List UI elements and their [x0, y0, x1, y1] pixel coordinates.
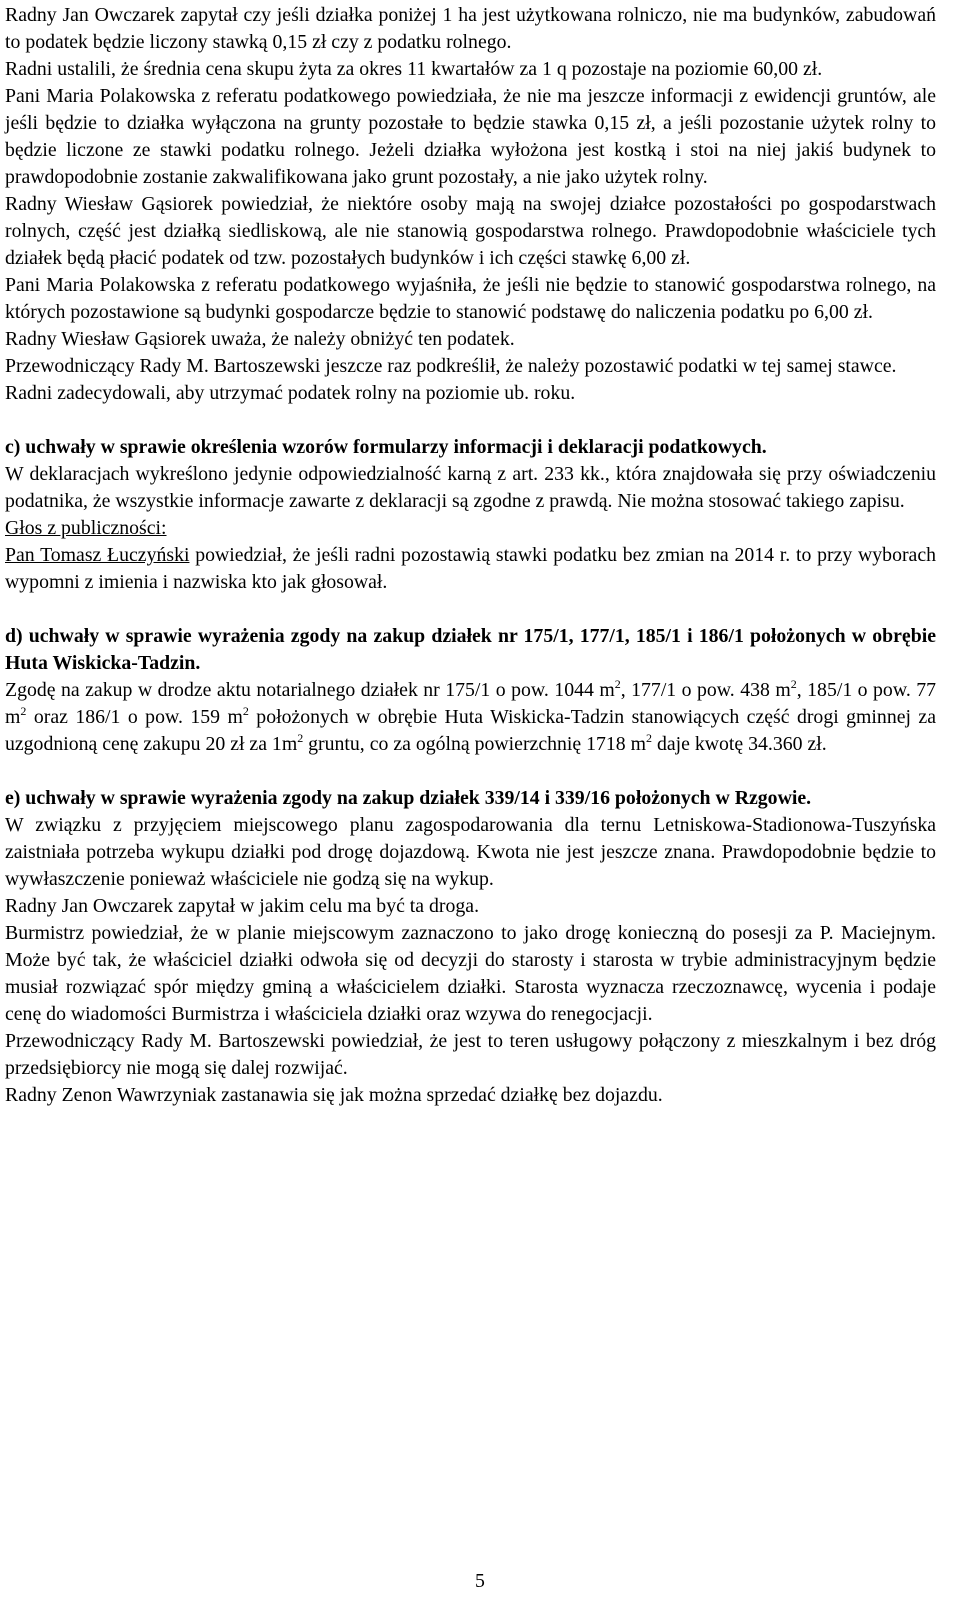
text-run: , 177/1 o pow. 438 m: [620, 679, 791, 701]
paragraph: Radny Jan Owczarek zapytał czy jeśli działka poniżej 1 ha jest użytkowana rolniczo, nie ma budynków, zabudowań to podatek będzie liczony stawką 0,15 zł czy z podatku rolnego.: [5, 4, 936, 53]
superscript: 2: [790, 677, 797, 691]
page-number: 5: [475, 1570, 485, 1592]
paragraph: Radni zadecydowali, aby utrzymać podatek rolny na poziomie ub. roku.: [5, 382, 576, 404]
text-run: położonych w obrębie Huta Wiskicka-Tadzin stanowiących część drogi gminnej za uzgodnioną cenę zakupu 20 zł za 1m: [5, 706, 936, 755]
superscript: 2: [242, 704, 249, 718]
text-run: oraz 186/1 o pow. 159 m: [26, 706, 243, 728]
section-e-heading: e) uchwały w sprawie wyrażenia zgody na zakup działek 339/14 i 339/16 położonych w Rzgowie.: [5, 787, 812, 809]
section-d-heading: d) uchwały w sprawie wyrażenia zgody na zakup działek nr 175/1, 177/1, 185/1 i 186/1 położonych w obrębie Huta Wiskicka-Tadzin.: [5, 625, 936, 674]
paragraph: Przewodniczący Rady M. Bartoszewski powiedział, że jest to teren usługowy połączony z mieszkalnym i bez dróg przedsiębiorcy nie mogą się dalej rozwijać.: [5, 1030, 936, 1079]
superscript: 2: [297, 731, 304, 745]
public-comment-label-line: [5, 515, 936, 542]
paragraph: W deklaracjach wykreślono jedynie odpowiedzialność karną z art. 233 kk., która znajdowała się przy oświadczeniu podatnika, że wszystkie informacje zawarte z deklaracji są zgodne z prawdą. Nie można stosować takiego zapisu.: [5, 463, 936, 512]
public-comment-label: Głos z publiczności:: [5, 517, 167, 539]
paragraph: Radni ustalili, że średnia cena skupu żyta za okres 11 kwartałów za 1 q pozostaje na poziomie 60,00 zł.: [5, 58, 823, 80]
paragraph: Radny Zenon Wawrzyniak zastanawia się jak można sprzedać działkę bez dojazdu.: [5, 1084, 663, 1106]
paragraph: Burmistrz powiedział, że w planie miejscowym zaznaczono to jako drogę konieczną do posesji za P. Maciejnym. Może być tak, że właściciel działki odwoła się od decyzji do starosty i starosta w trybie administracyjnym będzie musiał rozwiązać spór między gminą a właścicielem działki. Starosta wyznacza rzeczoznawcę, wycenia i podaje cenę do wiadomości Burmistrza i właściciela działki oraz wzywa do renegocjacji.: [5, 922, 936, 1025]
paragraph: Przewodniczący Rady M. Bartoszewski jeszcze raz podkreślił, że należy pozostawić podatki w tej samej stawce.: [5, 355, 897, 377]
spacer: [5, 758, 936, 785]
paragraph-with-areas: [5, 677, 936, 758]
paragraph: Radny Jan Owczarek zapytał w jakim celu ma być ta droga.: [5, 895, 480, 917]
text-run: , 185/1 o pow. 77 m: [5, 679, 937, 728]
speaker-statement: powiedział, że jeśli radni pozostawią stawki podatku bez zmian na 2014 r. to przy wyborach wypomni z imienia i nazwiska kto jak głosował.: [5, 544, 937, 593]
paragraph: Radny Wiesław Gąsiorek uważa, że należy obniżyć ten podatek.: [5, 328, 515, 350]
public-comment: [5, 542, 936, 596]
paragraph: Pani Maria Polakowska z referatu podatkowego powiedziała, że nie ma jeszcze informacji z ewidencji gruntów, ale jeśli będzie to działka wyłączona na grunty pozostałe to będzie stawka 0,15 zł, a jeśli pozostanie użytek rolny to będzie liczone ze stawki podatku rolnego. Jeżeli działka wyłożona jest kostką i stoi na niej jakiś budynek to prawdopodobnie zostanie zakwalifikowana jako grunt pozostały, a nie jako użytek rolny.: [5, 85, 936, 188]
speaker-name: Pan Tomasz Łuczyński: [5, 544, 190, 566]
superscript: 2: [646, 731, 652, 745]
text-run: gruntu, co za ogólną powierzchnię 1718 m: [303, 733, 646, 755]
section-c-heading: c) uchwały w sprawie określenia wzorów formularzy informacji i deklaracji podatkowych.: [5, 436, 767, 458]
superscript: 2: [614, 677, 621, 691]
text-run: daje kwotę 34.360 zł.: [652, 733, 827, 755]
text-run: Zgodę na zakup w drodze aktu notarialnego działek nr 175/1 o pow. 1044 m: [5, 679, 615, 701]
paragraph: Pani Maria Polakowska z referatu podatkowego wyjaśniła, że jeśli nie będzie to stanowić gospodarstwa rolnego, na których pozostawione są budynki gospodarcze będzie to stanowić podstawę do naliczenia podatku po 6,00 zł.: [5, 274, 936, 323]
document-page: [5, 2, 936, 1109]
superscript: 2: [20, 704, 27, 718]
paragraph: W związku z przyjęciem miejscowego planu zagospodarowania dla ternu Letniskowa-Stadionowa-Tuszyńska zaistniała potrzeba wykupu działki pod drogę dojazdową. Kwota nie jest jeszcze znana. Prawdopodobnie będzie to wywłaszczenie ponieważ właściciele nie godzą się na wykup.: [5, 814, 936, 890]
paragraph: Radny Wiesław Gąsiorek powiedział, że niektóre osoby mają na swojej działce pozostałości po gospodarstwach rolnych, część jest działką siedliskową, ale nie stanowią gospodarstwa rolnego. Prawdopodobnie właściciele tych działek będą płacić podatek od tzw. pozostałych budynków i ich części stawkę 6,00 zł.: [5, 193, 936, 269]
spacer: [5, 596, 936, 623]
spacer: [5, 407, 936, 434]
